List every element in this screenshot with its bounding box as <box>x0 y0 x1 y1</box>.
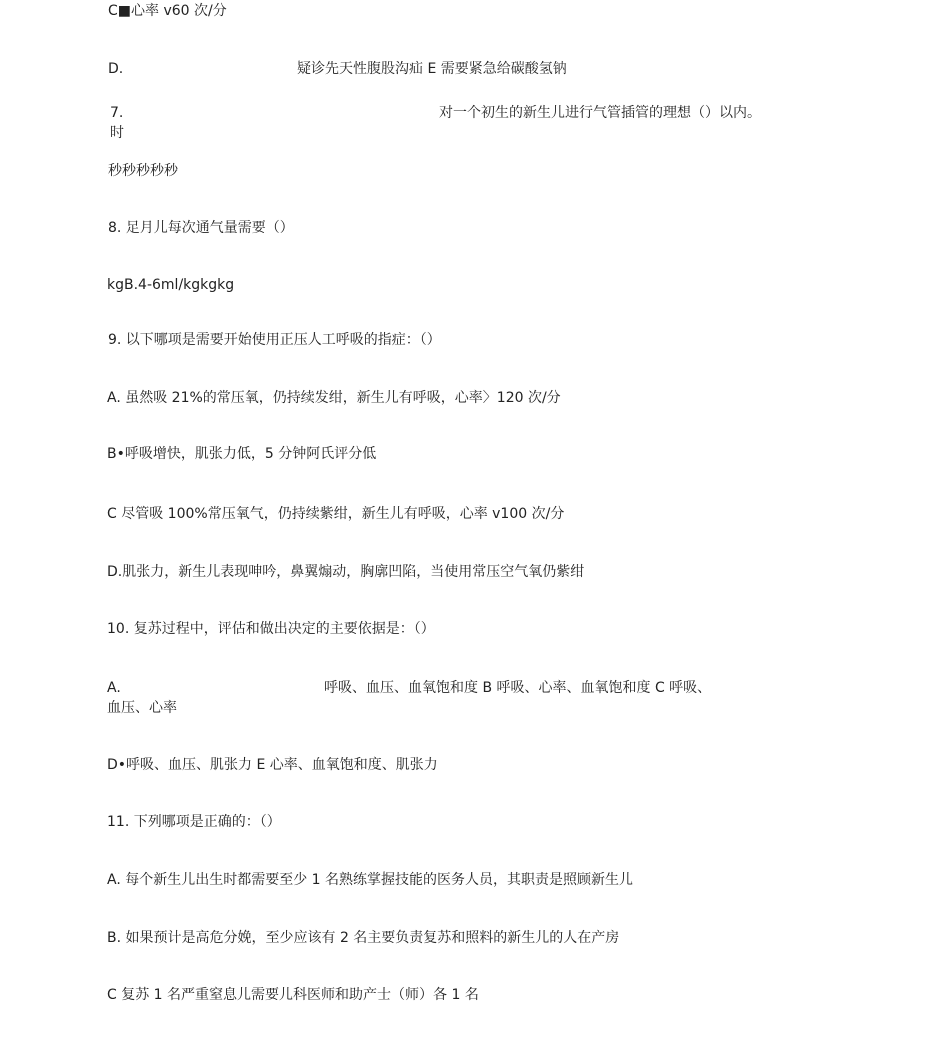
question-9: 9. 以下哪项是需要开始使用正压人工呼吸的指症：（） <box>108 332 441 348</box>
question-8: 8. 足月儿每次通气量需要（） <box>108 220 294 236</box>
question-7-number: 7. <box>110 105 124 121</box>
question-11: 11. 下列哪项是正确的：（） <box>107 814 281 830</box>
question-10-option-d: D•呼吸、血压、肌张力 E 心率、血氧饱和度、肌张力 <box>107 757 438 773</box>
question-7-options: 秒秒秒秒秒 <box>108 163 178 179</box>
question-11-option-b: B. 如果预计是高危分娩，至少应该有 2 名主要负责复苏和照料的新生儿的人在产房 <box>107 930 620 946</box>
question-7-text: 对一个初生的新生儿进行气管插管的理想（）以内。 <box>439 105 761 121</box>
question-10: 10. 复苏过程中，评估和做出决定的主要依据是：（） <box>107 621 435 637</box>
question-10-option-a-continuation: 血压、心率 <box>107 700 177 716</box>
question-7-continuation: 时 <box>110 125 124 141</box>
question-11-option-a: A. 每个新生儿出生时都需要至少 1 名熟练掌握技能的医务人员，其职责是照顾新生儿 <box>107 872 634 888</box>
question-9-option-c: C 尽管吸 100%常压氧气，仍持续紫绀，新生儿有呼吸，心率 v100 次/分 <box>107 506 565 522</box>
question-9-option-b: B•呼吸增快，肌张力低，5 分钟阿氏评分低 <box>107 446 377 462</box>
question-9-option-a: A. 虽然吸 21%的常压氧，仍持续发绀，新生儿有呼吸，心率〉120 次/分 <box>107 390 561 406</box>
option-c-heart-rate: C■心率 v60 次/分 <box>108 3 227 19</box>
option-d-text: 疑诊先天性腹股沟疝 E 需要紧急给碳酸氢钠 <box>297 61 567 77</box>
option-d-prefix: D. <box>108 61 124 77</box>
question-9-option-d: D.肌张力，新生儿表现呻吟，鼻翼煽动，胸廓凹陷，当使用常压空气氧仍紫绀 <box>107 564 585 580</box>
question-10-option-a-text: 呼吸、血压、血氧饱和度 B 呼吸、心率、血氧饱和度 C 呼吸、 <box>324 680 712 696</box>
question-11-option-c: C 复苏 1 名严重窒息儿需要儿科医师和助产士（师）各 1 名 <box>107 987 479 1003</box>
question-10-option-a-prefix: A. <box>107 680 121 696</box>
question-8-options: kgB.4-6ml/kgkgkg <box>107 277 235 293</box>
